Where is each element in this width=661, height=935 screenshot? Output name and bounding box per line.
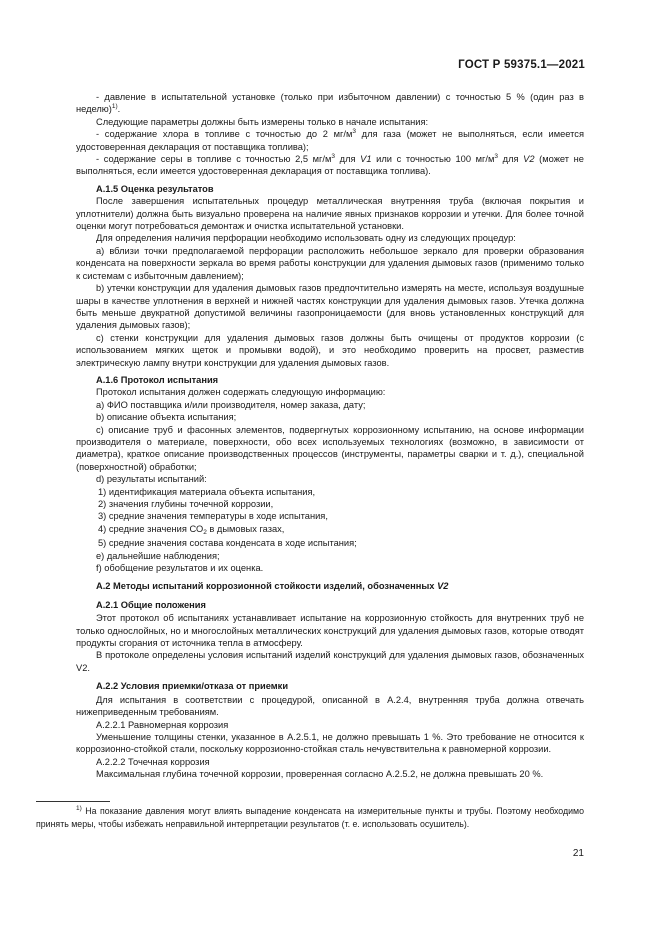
- subsection-title: А.2.2.1 Равномерная коррозия: [96, 719, 229, 730]
- paragraph: Уменьшение толщины стенки, указанное в А.2.5.1, не должно превышать 1 %. Это требование не относится к коррозионно-стойкой стали, поскольку коррозионно-стойкая сталь нечувствительна к равномерной коррозии.: [76, 731, 584, 755]
- text: для: [335, 154, 361, 165]
- footnote: [36, 805, 584, 830]
- designation-v2: V2: [437, 581, 449, 592]
- section-heading-a15: А.1.5 Оценка результатов: [96, 183, 214, 194]
- paragraph: Протокол испытания должен содержать следующую информацию:: [96, 387, 386, 398]
- sub-list-item: 2) значения глубины точечной коррозии,: [98, 499, 274, 509]
- paragraph: Для определения наличия перфорации необходимо использовать одну из следующих процедур:: [96, 233, 516, 244]
- subsection-title: А.2.2.2 Точечная коррозия: [96, 756, 210, 767]
- section-heading-a16: А.1.6 Протокол испытания: [96, 374, 219, 385]
- text: или с точностью 100 мг/м: [371, 154, 495, 165]
- text: А.2 Методы испытаний коррозионной стойкости изделий, обозначенных: [96, 581, 438, 592]
- page-number: 21: [572, 848, 584, 859]
- footnote-mark: 1): [76, 805, 82, 812]
- list-item: а) вблизи точки предполагаемой перфорации расположить небольшое зеркало для проверки образования конденсата на поверхности зеркала во время работы конструкции для удаления дымовых газов (применимо только к системам с избыточным давлением);: [76, 245, 584, 281]
- paragraph: [76, 153, 584, 178]
- section-heading-a22: А.2.2 Условия приемки/отказа от приемки: [96, 681, 289, 692]
- section-heading-a21: А.2.1 Общие положения: [96, 599, 206, 610]
- list-item: d) результаты испытаний:: [96, 474, 207, 485]
- list-item: с) описание труб и фасонных элементов, подвергнутых коррозионному испытанию, на основе информации производителя о материале, поверхности, обо всех используемых технологиях (возможно, в зависимости от диаметра), краткое описание производственных процессов (инструменты, параметры сварки и т. д.), специальной (поверхностной) обработки;: [76, 424, 584, 472]
- paragraph: В протоколе определены условия испытаний изделий конструкций для удаления дымовых газов, обозначенных V2.: [76, 650, 584, 673]
- footnote-ref: 1): [111, 103, 118, 111]
- text: .: [117, 104, 121, 115]
- sub-list-item: 5) средние значения состава конденсата в ходе испытания;: [98, 538, 357, 549]
- paragraph: [76, 128, 584, 153]
- text: На показание давления могут влиять выпадение конденсата на измерительные пункты и трубы. Поэтому необходимо принять меры, чтобы избежать неправильной интерпретации результатов (т. е. использовать осушитель).: [36, 806, 584, 829]
- page-body: [76, 91, 584, 781]
- list-item: с) стенки конструкции для удаления дымовых газов должны быть очищены от продуктов коррозии (с использованием мягких щеток и промывки водой), и это необходимо проверить на просвет, разместив электрическую лампу внутри конструкции для удаления дымовых газов.: [76, 332, 584, 368]
- text: для: [498, 154, 524, 165]
- superscript: 3: [494, 153, 499, 161]
- paragraph: Для испытания в соответствии с процедурой, описанной в А.2.4, внутренняя труба должна отвечать нижеприведенным требованиям.: [76, 694, 584, 718]
- footnote-divider: [36, 801, 110, 802]
- superscript: 3: [352, 128, 356, 136]
- text: - давление в испытательной установке (только при избыточном давлении) с точностью 5 % (один раз в неделю): [76, 92, 584, 115]
- list-item: а) ФИО поставщика и/или производителя, номер заказа, дату;: [96, 399, 366, 410]
- text: 4) средние значения СО: [98, 523, 204, 534]
- paragraph: Следующие параметры должны быть измерены только в начале испытания:: [96, 116, 429, 127]
- list-item: f) обобщение результатов и их оценка.: [96, 563, 264, 574]
- paragraph: Максимальная глубина точечной коррозии, проверенная согласно А.2.5.2, не должна превышать 20 %.: [96, 769, 544, 780]
- document-standard-id: ГОСТ Р 59375.1—2021: [458, 59, 585, 71]
- text: - содержание хлора в топливе с точностью до 2 мг/м: [96, 129, 353, 140]
- paragraph: После завершения испытательных процедур металлическая внутренняя труба (включая покрытия и уплотнители) должна быть визуально проверена на наличие явных признаков коррозии и утечки. Для более точной оценки могут потребоваться демонтаж и очистка испытательной установки.: [76, 196, 584, 232]
- text: для газа (может не выполняться, если имеется удостоверенная декларация от поставщика топлива);: [76, 129, 584, 152]
- paragraph: [76, 91, 584, 116]
- designation-v1: V1: [360, 154, 372, 165]
- text: - содержание серы в топливе с точностью 2,5 мг/м: [96, 154, 332, 165]
- subscript: 2: [203, 528, 207, 536]
- superscript: 3: [331, 153, 336, 161]
- text: в дымовых газах,: [206, 523, 285, 534]
- list-item: е) дальнейшие наблюдения;: [96, 550, 220, 561]
- sub-list-item: 3) средние значения температуры в ходе испытания,: [98, 511, 328, 522]
- sub-list-item: 1) идентификация материала объекта испытания,: [98, 486, 316, 497]
- footnote-text: [36, 805, 584, 830]
- sub-list-item: [76, 523, 584, 537]
- list-item: b) утечки конструкции для удаления дымовых газов предпочтительно измерять на месте, используя воздушные шары в качестве уплотнения в верхней и нижней частях конструкции для удаления дымовых газов. Утечка должна быть меньше двукратной допустимой величины газопроницаемости (для вновь установленных конструкций для удаления дымовых газов);: [76, 283, 584, 331]
- paragraph: Этот протокол об испытаниях устанавливает испытание на коррозионную стойкость для внутренних труб не только однослойных, но и многослойных металлических конструкций для удаления дымовых газов, которые отводят продукты сгорания от источника тепла в атмосферу.: [76, 613, 584, 649]
- section-heading-a2: [76, 580, 584, 592]
- designation-v2: V2: [523, 154, 535, 165]
- list-item: b) описание объекта испытания;: [96, 412, 237, 423]
- text: (может не выполняться, если имеется удостоверенная декларация от поставщика топлива).: [76, 154, 584, 177]
